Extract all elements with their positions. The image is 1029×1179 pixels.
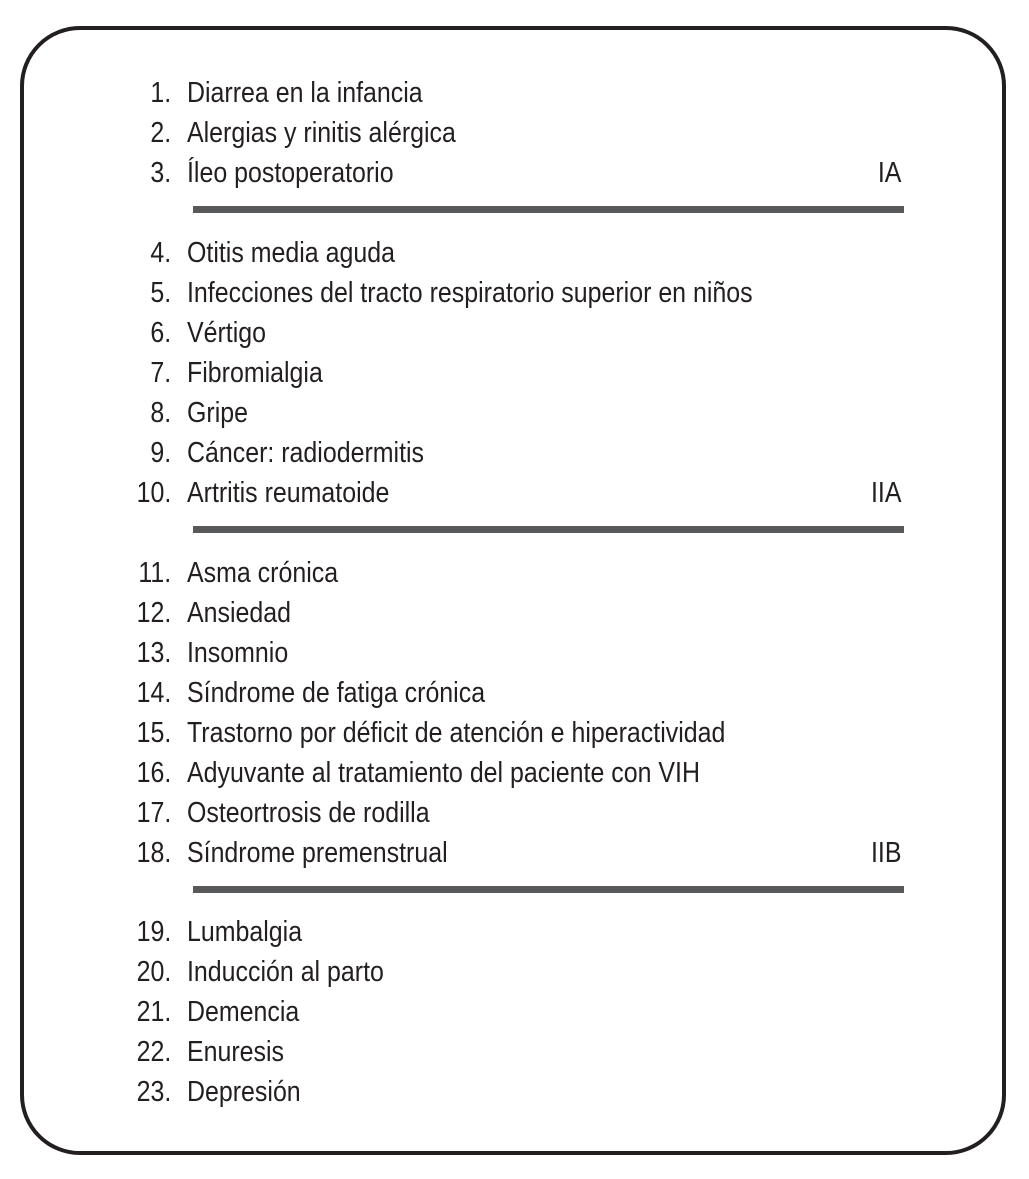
list-item	[0, 353, 1029, 393]
item-number: 8.	[150, 397, 171, 429]
item-text: Inducción al parto	[187, 956, 384, 988]
item-number: 18.	[136, 837, 171, 869]
item-text: Síndrome premenstrual	[187, 837, 448, 869]
evidence-group-other	[0, 912, 1029, 1112]
item-number: 14.	[136, 677, 171, 709]
item-text: Íleo postoperatorio	[187, 157, 394, 189]
evidence-level-label: IIB	[870, 837, 901, 869]
list-item	[0, 833, 1029, 873]
item-text: Asma crónica	[187, 557, 339, 589]
item-text: Alergias y rinitis alérgica	[187, 117, 456, 149]
item-text: Lumbalgia	[187, 916, 303, 948]
list-item	[0, 113, 1029, 153]
item-text: Artritis reumatoide	[187, 477, 390, 509]
item-text: Depresión	[187, 1076, 301, 1108]
list-item	[0, 553, 1029, 593]
list-item	[0, 673, 1029, 713]
item-text: Gripe	[187, 397, 248, 429]
item-text: Diarrea en la infancia	[187, 77, 423, 109]
item-text: Demencia	[187, 996, 300, 1028]
list-item	[0, 912, 1029, 952]
list-item	[0, 313, 1029, 353]
list-item	[0, 473, 1029, 513]
section-divider	[193, 206, 904, 213]
item-number: 4.	[150, 237, 171, 269]
list-item	[0, 393, 1029, 433]
list-item	[0, 1032, 1029, 1072]
item-number: 7.	[150, 357, 171, 389]
item-text: Adyuvante al tratamiento del paciente con VIH	[187, 757, 700, 789]
item-text: Cáncer: radiodermitis	[187, 437, 425, 469]
item-number: 3.	[150, 157, 171, 189]
item-text: Otitis media aguda	[187, 237, 395, 269]
item-number: 12.	[136, 597, 171, 629]
item-number: 15.	[136, 717, 171, 749]
item-number: 11.	[138, 557, 171, 589]
list-item	[0, 153, 1029, 193]
evidence-group-iib	[0, 553, 1029, 873]
item-text: Trastorno por déficit de atención e hiperactividad	[187, 717, 726, 749]
item-number: 5.	[150, 277, 171, 309]
item-text: Ansiedad	[187, 597, 292, 629]
item-text: Insomnio	[187, 637, 289, 669]
list-item	[0, 233, 1029, 273]
list-item	[0, 273, 1029, 313]
item-number: 1.	[150, 77, 171, 109]
list-item	[0, 753, 1029, 793]
list-item	[0, 73, 1029, 113]
section-divider	[193, 886, 904, 893]
item-number: 17.	[136, 797, 171, 829]
item-number: 10.	[136, 477, 171, 509]
item-text: Fibromialgia	[187, 357, 323, 389]
item-number: 21.	[136, 996, 171, 1028]
list-item	[0, 1072, 1029, 1112]
list-item	[0, 713, 1029, 753]
item-number: 20.	[136, 956, 171, 988]
evidence-group-ia	[0, 73, 1029, 193]
list-item	[0, 633, 1029, 673]
item-number: 19.	[136, 916, 171, 948]
item-text: Enuresis	[187, 1036, 285, 1068]
item-number: 6.	[150, 317, 171, 349]
item-text: Osteortrosis de rodilla	[187, 797, 430, 829]
list-item	[0, 593, 1029, 633]
item-number: 16.	[136, 757, 171, 789]
item-number: 23.	[136, 1076, 171, 1108]
evidence-level-label: IA	[877, 157, 901, 189]
list-item	[0, 793, 1029, 833]
item-text: Infecciones del tracto respiratorio superior en niños	[187, 277, 753, 309]
item-text: Vértigo	[187, 317, 267, 349]
section-divider	[193, 526, 904, 533]
list-item	[0, 433, 1029, 473]
item-number: 9.	[150, 437, 171, 469]
list-item	[0, 992, 1029, 1032]
evidence-group-iia	[0, 233, 1029, 513]
list-item	[0, 952, 1029, 992]
item-number: 22.	[136, 1036, 171, 1068]
item-number: 13.	[136, 637, 171, 669]
item-number: 2.	[150, 117, 171, 149]
item-text: Síndrome de fatiga crónica	[187, 677, 486, 709]
evidence-level-label: IIA	[870, 477, 901, 509]
